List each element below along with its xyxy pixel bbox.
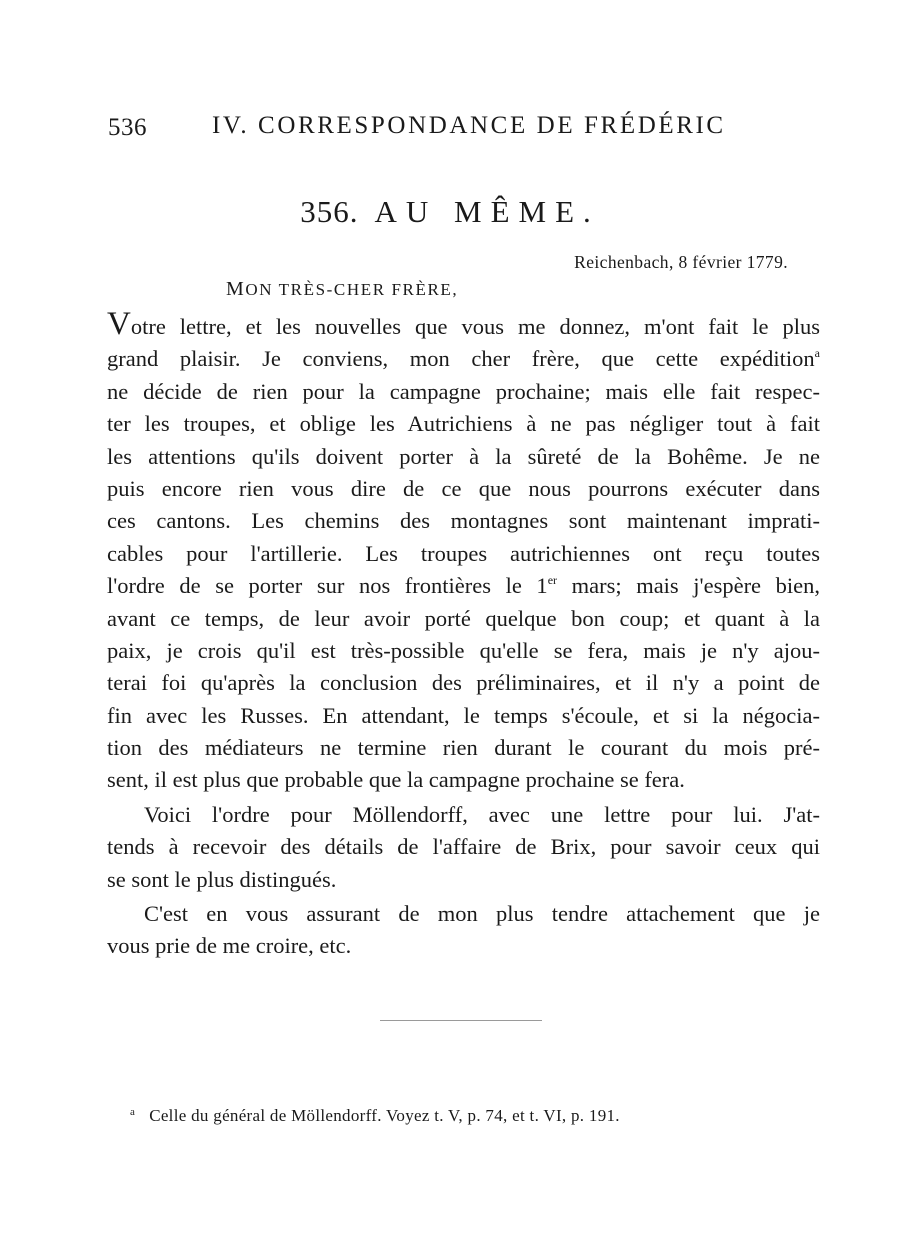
letter-number: 356. bbox=[300, 194, 359, 229]
text-line: les attentions qu'ils doivent porter à la sûreté de la Bohême. Je ne bbox=[107, 443, 820, 469]
text-line: paix, je crois qu'il est très-possible qu'elle se fera, mais je n'y ajou- bbox=[107, 637, 820, 663]
text-line: vous prie de me croire, etc. bbox=[107, 933, 352, 959]
text-line: tends à recevoir des détails de l'affaire de Brix, pour savoir ceux qui bbox=[107, 834, 820, 860]
text-line: terai foi qu'après la conclusion des préliminaires, et il n'y a point de bbox=[107, 670, 820, 696]
text-line: fin avec les Russes. En attendant, le temps s'écoule, et si la négocia- bbox=[107, 702, 820, 728]
footnote-text: Celle du général de Möllendorff. Voyez t. V, p. 74, et t. VI, p. 191. bbox=[149, 1106, 620, 1125]
footnote-mark: a bbox=[130, 1106, 136, 1118]
text-line: l'ordre de se porter sur nos frontières le 1er mars; mais j'espère bien, bbox=[107, 573, 820, 599]
drop-cap: V bbox=[107, 306, 131, 342]
ordinal-superscript: er bbox=[547, 573, 558, 588]
running-head bbox=[108, 108, 808, 148]
text-line: tion des médiateurs ne termine rien durant le courant du mois pré- bbox=[107, 735, 820, 761]
running-title: IV. CORRESPONDANCE DE FRÉDÉRIC bbox=[212, 112, 726, 139]
separator-rule bbox=[380, 1020, 542, 1021]
text-line: Votre lettre, et les nouvelles que vous me donnez, m'ont fait le plus bbox=[107, 306, 820, 342]
text-line: puis encore rien vous dire de ce que nous pourrons exécuter dans bbox=[107, 475, 820, 501]
letter-body bbox=[107, 306, 820, 963]
letter-heading bbox=[0, 194, 900, 230]
salutation-text: ON TRÈS-CHER FRÈRE, bbox=[245, 280, 459, 299]
text-line: Voici l'ordre pour Möllendorff, avec une lettre pour lui. J'at- bbox=[144, 801, 820, 827]
text-line: ne décide de rien pour la campagne prochaine; mais elle fait respec- bbox=[107, 378, 820, 404]
text-line: sent, il est plus que probable que la campagne prochaine se fera. bbox=[107, 767, 685, 793]
text-line: C'est en vous assurant de mon plus tendre attachement que je bbox=[144, 901, 820, 927]
text-line: grand plaisir. Je conviens, mon cher frère, que cette expédition$^a$ bbox=[107, 346, 820, 372]
dateline: Reichenbach, 8 février 1779. bbox=[574, 252, 788, 272]
salutation-initial: M bbox=[226, 278, 246, 300]
footnote bbox=[130, 1106, 620, 1126]
letter-title: AU MÊME. bbox=[374, 194, 600, 229]
text-line: ter les troupes, et oblige les Autrichiens à ne pas négliger tout à fait bbox=[107, 411, 820, 437]
text-line: cables pour l'artillerie. Les troupes autrichiennes ont reçu toutes bbox=[107, 540, 820, 566]
text-line: avant ce temps, de leur avoir porté quelque bon coup; et quant à la bbox=[107, 605, 820, 631]
footnote-reference: a bbox=[814, 346, 820, 361]
text-line: ces cantons. Les chemins des montagnes sont maintenant imprati- bbox=[107, 508, 820, 534]
page-number: 536 bbox=[108, 114, 147, 141]
text-line: se sont le plus distingués. bbox=[107, 866, 337, 892]
salutation bbox=[226, 278, 458, 301]
